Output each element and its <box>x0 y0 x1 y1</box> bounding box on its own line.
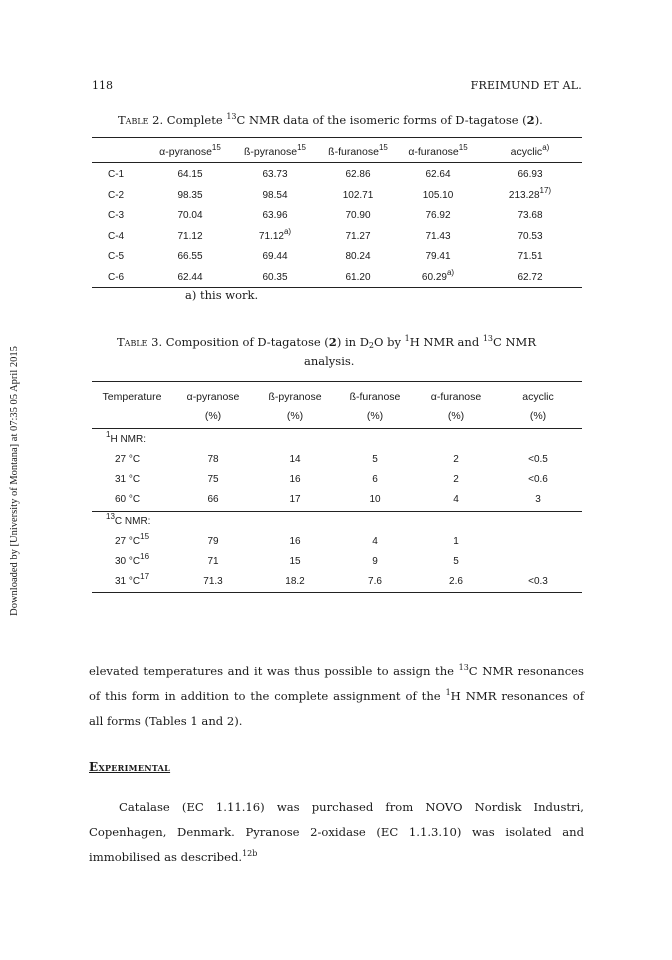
table3-cell: 7.6 <box>368 576 382 587</box>
table3-col-unit: (%) <box>286 410 304 422</box>
table3-cell: 79 <box>207 536 219 547</box>
table2-cell: 70.04 <box>177 210 203 221</box>
table2-row-label: C-1 <box>108 169 125 180</box>
table2-cell: 71.51 <box>517 251 543 262</box>
experimental-paragraph: Catalase (EC 1.11.16) was purchased from NOVO Nordisk Industri, Copenhagen, Denmark. Pyranose 2-oxidase (EC 1.1.3.10) was isolated and immobilised as described.$^{12b}$ <box>89 800 584 864</box>
table2-footnote: a) this work. <box>185 288 259 302</box>
table2-cell: 61.20 <box>345 271 371 283</box>
table3-col-unit: (%) <box>447 410 465 422</box>
table2-col-header: α-furanose$^{15}$ <box>408 143 468 158</box>
table2-cell: 60.35 <box>262 271 288 283</box>
table3-cell: 2 <box>453 474 459 485</box>
table3-cell: 4 <box>453 494 459 505</box>
table3-cell: 15 <box>289 556 301 567</box>
table3-temperature: 27 °C <box>115 454 141 465</box>
table3-cell: 2.6 <box>449 576 463 587</box>
table2-cell: 105.10 <box>422 189 454 201</box>
table3-cell: 75 <box>207 474 219 485</box>
table2-cell: 63.96 <box>262 210 288 221</box>
table2-cell: 98.35 <box>177 189 203 201</box>
table2-caption: Table 2. Complete $^{13}$C NMR data of the isomeric forms of D-tagatose (2). <box>118 112 543 127</box>
table2-cell: 69.44 <box>262 251 288 262</box>
table3-bottom-rule <box>92 592 582 593</box>
table2-cell: 62.64 <box>425 169 451 180</box>
table3-col-header: Temperature <box>102 391 162 403</box>
page-number: 118 <box>92 79 113 92</box>
table3-section-label: $^1$H NMR: <box>106 430 147 445</box>
table3-cell: 14 <box>289 454 301 465</box>
table3-col-header: acyclic <box>522 391 554 403</box>
table2-row-label: C-2 <box>108 189 125 201</box>
download-watermark: Downloaded by [University of Montana] at 07:35 05 April 2015 <box>9 346 20 616</box>
table3-cell: 2 <box>453 454 459 465</box>
table2-row-label: C-4 <box>108 230 125 242</box>
table2-col-header: ß-furanose$^{15}$ <box>328 143 388 158</box>
table3-cell: <0.6 <box>528 474 548 485</box>
table3-cell: 18.2 <box>285 576 305 587</box>
table2-cell: 71.43 <box>425 230 451 242</box>
table2-cell: 98.54 <box>262 189 288 201</box>
table2-cell: 76.92 <box>425 210 451 221</box>
table2-cell: 70.53 <box>517 230 543 242</box>
table2-col-header: ß-pyranose$^{15}$ <box>243 143 307 158</box>
table3-section-label: $^{13}$C NMR: <box>106 512 151 527</box>
table2-top-rule <box>92 137 582 138</box>
table3-cell: 5 <box>453 556 459 567</box>
table3-caption-line2: analysis. <box>304 354 355 368</box>
table3-top-rule <box>92 381 582 382</box>
table2-cell: 71.12$^{a)}$ <box>258 226 292 242</box>
table2-cell: 62.72 <box>517 271 543 283</box>
table3-cell: 3 <box>535 494 541 505</box>
table3-col-header: ß-furanose <box>349 391 401 403</box>
table2-col-header: acyclic$^{a)}$ <box>510 143 550 158</box>
table2-cell: 102.71 <box>342 189 374 201</box>
table3-mid-rule <box>92 511 582 512</box>
table2-cell: 80.24 <box>345 251 371 262</box>
table3-caption: Table 3. Composition of D-tagatose (2) in $D_2O$ by $^1$H NMR and $^{13}$C NMR <box>117 334 536 350</box>
table3-temperature: 27 $^\circ C^{15}$ <box>115 532 150 547</box>
table2-row-label: C-6 <box>108 271 125 283</box>
table3-col-header: α-pyranose <box>186 391 240 403</box>
table3-col-unit: (%) <box>204 410 222 422</box>
table2-cell: 64.15 <box>177 169 203 180</box>
table2-cell: 62.86 <box>345 169 371 180</box>
table3-cell: 17 <box>289 494 301 505</box>
table3-cell: <0.5 <box>528 454 548 465</box>
table3-cell: 6 <box>372 474 378 485</box>
body-paragraph: elevated temperatures and it was thus possible to assign the $^{13}$C NMR resonances of this form in addition to the complete assignment of the $^1$H NMR resonances of all forms (Tables 1 and 2). <box>89 663 585 728</box>
table3-cell: 78 <box>207 454 219 465</box>
table2-header-rule <box>92 162 582 163</box>
table2-bottom-rule <box>92 287 582 288</box>
table2-row-label: C-3 <box>108 210 125 221</box>
table3-cell: 9 <box>372 556 378 567</box>
table3-col-header: ß-pyranose <box>268 391 322 403</box>
table3-cell: 66 <box>207 494 219 505</box>
table2-cell: 79.41 <box>425 251 451 262</box>
table2-row-label: C-5 <box>108 251 125 262</box>
table3-cell: 1 <box>453 536 459 547</box>
table3-cell: <0.3 <box>528 576 548 587</box>
table3-temperature: 30 $^\circ C^{16}$ <box>115 552 150 567</box>
table3-cell: 71.3 <box>203 576 223 587</box>
table3-cell: 16 <box>289 536 301 547</box>
table2-cell: 70.90 <box>345 210 371 221</box>
table3-col-unit: (%) <box>529 410 547 422</box>
experimental-heading: Experimental <box>89 760 171 774</box>
table3-cell: 4 <box>372 536 378 547</box>
table2-col-header: α-pyranose$^{15}$ <box>159 143 221 158</box>
table2-cell: 213.28$^{17)}$ <box>508 185 552 201</box>
table3-col-unit: (%) <box>366 410 384 422</box>
table3-cell: 71 <box>207 556 219 567</box>
table3-temperature: 60 °C <box>115 494 141 505</box>
table2-cell: 60.29$^{a)}$ <box>421 267 455 283</box>
table2-cell: 63.73 <box>262 169 288 180</box>
table3-cell: 16 <box>289 474 301 485</box>
table2-cell: 62.44 <box>177 271 203 283</box>
table3-temperature: 31 °C <box>115 474 141 485</box>
table2-cell: 71.12 <box>177 230 203 242</box>
table3-temperature: 31 $^\circ C^{17}$ <box>115 572 150 587</box>
table3-header-rule <box>92 428 582 429</box>
table3-cell: 10 <box>369 494 381 505</box>
table3-col-header: α-furanose <box>430 391 482 403</box>
table2-cell: 66.93 <box>517 169 543 180</box>
table2-cell: 71.27 <box>345 230 371 242</box>
table3-cell: 5 <box>372 454 378 465</box>
running-head: FREIMUND ET AL. <box>470 79 582 92</box>
table2-cell: 73.68 <box>517 210 543 221</box>
table2-cell: 66.55 <box>177 251 203 262</box>
